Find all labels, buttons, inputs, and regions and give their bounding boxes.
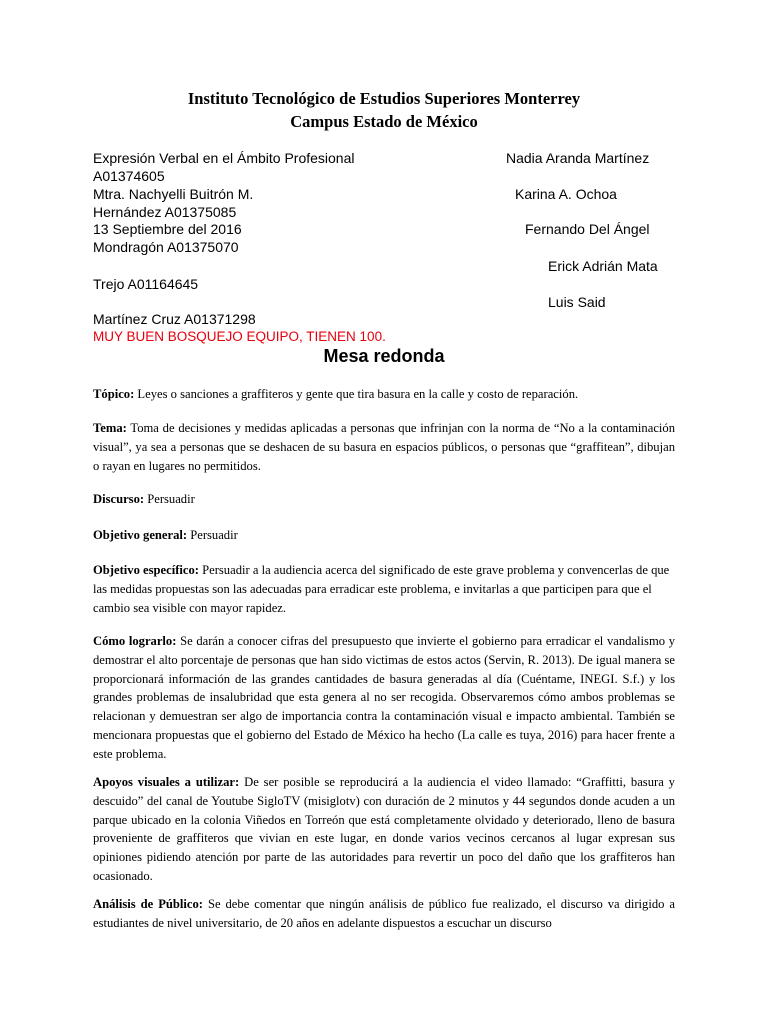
section-text: De ser posible se reproducirá a la audiencia el video llamado: “Graffitti, basura y descuido” del canal de Youtube SigloTV (misiglotv) con duración de 2 minutos y 44 segundos donde acuden a un parque ubicado en la colonia Viñedos en Torreón que está completamente olvidado y deteriorado, lleno de basura proveniente de graffiteros que vivian en este lugar, en donde varios vecinos cercanos al lugar expresan sus opiniones pidiendo atención por parte de las autoridades para revertir un poco del daño que los graffiteros han ocasionado.: [93, 775, 675, 883]
document-date: 13 Septiembre del 2016: [93, 221, 242, 237]
campus-title: Campus Estado de México: [290, 112, 478, 131]
section-visual-aids: [93, 773, 675, 886]
section-text: Se debe comentar que ningún análisis de público fue realizado, el discurso va dirigido a estudiantes de nivel universitario, de 20 años en adelante dispuestos a escuchar un discurso: [93, 897, 675, 930]
section-audience-analysis: [93, 895, 675, 933]
section-text: Persuadir: [144, 492, 195, 506]
member-2-id: Hernández A01375085: [93, 204, 237, 220]
section-label: Análisis de Público:: [93, 897, 203, 911]
section-theme: [93, 419, 675, 475]
member-1-name: Nadia Aranda Martínez: [506, 150, 650, 166]
teacher-name: Mtra. Nachyelli Buitrón M.: [93, 186, 254, 202]
section-label: Tópico:: [93, 387, 135, 401]
section-label: Apoyos visuales a utilizar:: [93, 775, 240, 789]
section-text: Toma de decisiones y medidas aplicadas a personas que infrinjan con la norma de “No a la contaminación visual”, ya sea a personas que se deshacen de su basura en espacios públicos, o personas que “graffitean”, dibujan o rayan en lugares no permitidos.: [93, 421, 675, 473]
member-2-name: Karina A. Ochoa: [515, 186, 617, 202]
member-4-id: Trejo A01164645: [93, 276, 199, 292]
teacher-comment: MUY BUEN BOSQUEJO EQUIPO, TIENEN 100.: [93, 329, 386, 344]
section-general-objective: [93, 526, 675, 545]
course-name: Expresión Verbal en el Ámbito Profesional: [93, 150, 355, 166]
member-1-id: A01374605: [93, 168, 165, 184]
member-5-name: Luis Said: [548, 294, 606, 310]
section-discourse: [93, 490, 675, 509]
section-text: Se darán a conocer cifras del presupuesto que invierte el gobierno para erradicar el vandalismo y demostrar el alto porcentaje de personas que han sido victimas de estos actos (Servin, R. 2013). De igual manera se proporcionará información de las grandes cantidades de basura generadas al día (Cuéntame, INEGI. S.f.) y los grandes problemas de insalubridad que esta genera al no ser recogida. Observaremos cómo ambos problemas se relacionan y demuestran ser algo de importancia contra la contaminación visual e impacto ambiental. También se mencionara propuestas que el gobierno del Estado de México ha hecho (La calle es tuya, 2016) para hacer frente a este problema.: [93, 634, 676, 761]
section-topic: [93, 385, 675, 404]
section-label: Objetivo específico:: [93, 563, 199, 577]
section-label: Objetivo general:: [93, 528, 188, 542]
member-5-id: Martínez Cruz A01371298: [93, 311, 256, 327]
section-text: Leyes o sanciones a graffiteros y gente que tira basura en la calle y costo de reparación.: [134, 387, 579, 401]
member-3-id: Mondragón A01375070: [93, 239, 239, 255]
section-how: [93, 632, 675, 764]
document-title: Mesa redonda: [323, 346, 445, 366]
member-3-name: Fernando Del Ángel: [525, 221, 650, 237]
member-4-name: Erick Adrián Mata: [548, 258, 658, 274]
section-text: Persuadir: [187, 528, 238, 542]
section-label: Tema:: [93, 421, 127, 435]
section-specific-objective: [93, 561, 675, 617]
institution-title: Instituto Tecnológico de Estudios Superiores Monterrey: [187, 89, 581, 108]
section-text: Persuadir a la audiencia acerca del significado de este grave problema y convencerlas de que las medidas propuestas son las adecuadas para erradicar este problema, e invitarlas a que participen para que el cambio sea visible con mayor rapidez.: [93, 563, 670, 615]
section-label: Discurso:: [93, 492, 145, 506]
section-label: Cómo lograrlo:: [93, 634, 177, 648]
